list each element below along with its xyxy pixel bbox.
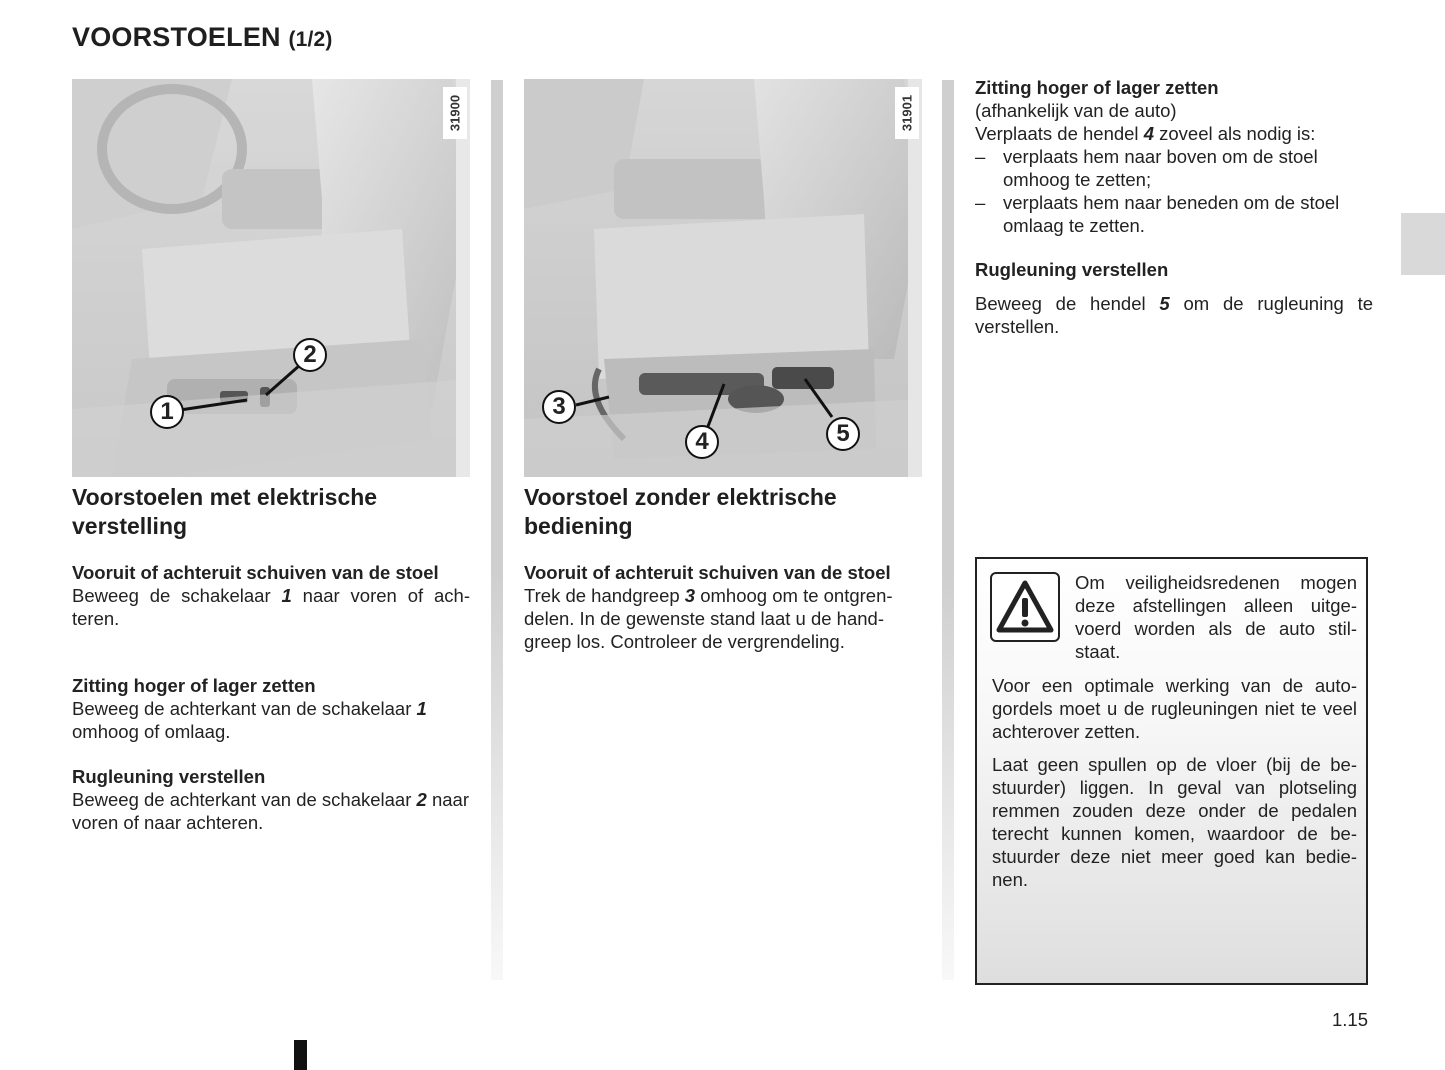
text-block-height-manual: Zitting hoger of lager zetten (afhankelijk van de auto) Verplaats de hendel 4 zoveel als nodig is: – verplaats hem naar boven om de stoel omhoog te zetten; – verplaats hem naar beneden om de stoel omlaag te zetten. bbox=[975, 76, 1373, 237]
image-reference: 31900 bbox=[443, 87, 467, 139]
callout-5: 5 bbox=[826, 417, 860, 451]
page-number: 1.15 bbox=[1332, 1009, 1369, 1030]
subheading: Zitting hoger of lager zetten bbox=[72, 675, 316, 696]
column-divider-2 bbox=[942, 80, 954, 980]
list-item: – verplaats hem naar boven om de stoel omhoog te zetten; bbox=[975, 146, 1318, 190]
callout-4: 4 bbox=[685, 425, 719, 459]
warning-text-2: Voor een optimale werking van de auto-gordels moet u de rugleuningen niet te veel achterover zetten. bbox=[992, 675, 1357, 742]
warning-text-3: Laat geen spullen op de vloer (bij de be-stuurder) liggen. In geval van plotseling remmen zouden deze onder de pedalen terecht kunnen komen, waardoor de be-stuurder deze niet meer goed kan bedie-nen. bbox=[992, 754, 1357, 890]
section-heading-electric: Voorstoelen met elektrische verstelling bbox=[72, 484, 378, 539]
callout-3: 3 bbox=[542, 390, 576, 424]
text-block-backrest-manual: Rugleuning verstellen Beweeg de hendel 5 om de rugleuning te verstellen. bbox=[975, 259, 1373, 337]
column-divider-1 bbox=[491, 80, 503, 980]
text-block-height: Zitting hoger of lager zetten Beweeg de achterkant van de schakelaar 1 omhoog of omlaag. bbox=[72, 674, 470, 743]
section-heading-manual: Voorstoel zonder elektrische bediening bbox=[524, 484, 837, 539]
print-mark bbox=[294, 1040, 307, 1070]
page-title-suffix: (1/2) bbox=[288, 28, 333, 51]
subheading-note: (afhankelijk van de auto) bbox=[975, 100, 1177, 121]
list-item: – verplaats hem naar beneden om de stoel omlaag te zetten. bbox=[975, 192, 1340, 236]
callout-2: 2 bbox=[293, 338, 327, 372]
warning-text-1: Om veiligheidsredenen mogen deze afstellingen alleen uitge-voerd worden als de auto stil-staat. bbox=[1075, 572, 1357, 662]
image-reference: 31901 bbox=[895, 87, 919, 139]
subheading: Rugleuning verstellen bbox=[72, 766, 266, 787]
photo-manual-seat bbox=[524, 79, 922, 477]
subheading: Vooruit of achteruit schuiven van de stoel bbox=[524, 562, 891, 583]
subheading: Vooruit of achteruit schuiven van de stoel bbox=[72, 562, 439, 583]
page-title-main: VOORSTOELEN bbox=[72, 22, 281, 52]
warning-box bbox=[975, 557, 1368, 985]
warning-triangle-icon bbox=[990, 572, 1060, 642]
photo-electric-seat bbox=[72, 79, 470, 477]
chapter-tab bbox=[1401, 213, 1445, 275]
callout-1: 1 bbox=[150, 395, 184, 429]
page-title bbox=[72, 22, 333, 53]
text-block-manual-slide: Vooruit of achteruit schuiven van de stoel Trek de handgreep 3 omhoog om te ontgren-delen. In de gewenste stand laat u de hand-greep los. Controleer de vergrendeling. bbox=[524, 561, 922, 653]
subheading: Rugleuning verstellen bbox=[975, 259, 1169, 280]
text-block-backrest: Rugleuning verstellen Beweeg de achterkant van de schakelaar 2 naar voren of naar achteren. bbox=[72, 766, 469, 833]
subheading: Zitting hoger of lager zetten bbox=[975, 77, 1219, 98]
text-block-slide: Vooruit of achteruit schuiven van de stoel Beweeg de schakelaar 1 naar voren of ach-teren. bbox=[72, 562, 470, 629]
